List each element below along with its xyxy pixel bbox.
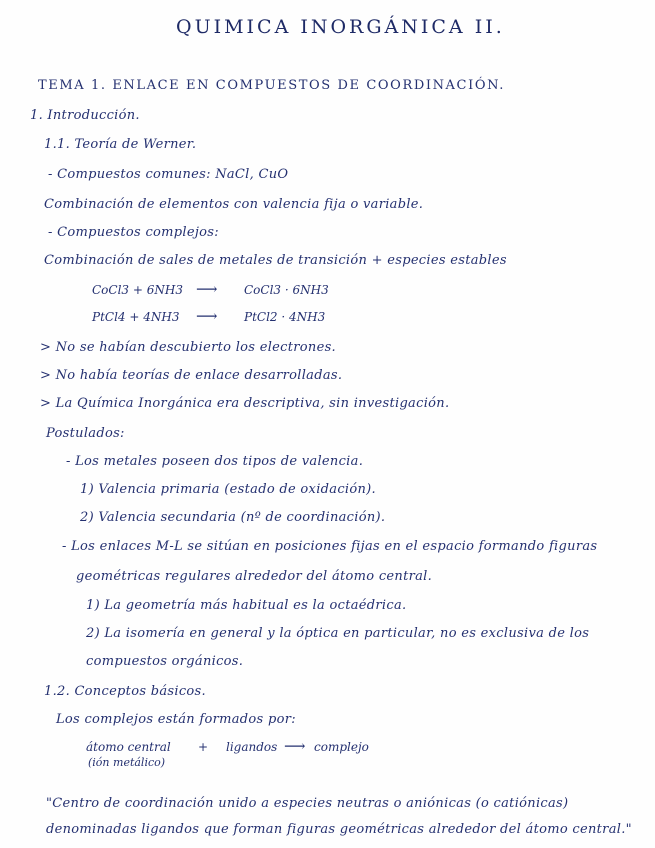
equation-1-arrow: ⟶ [196, 280, 218, 298]
section-intro: 1. Introducción. [30, 108, 140, 123]
ion-metalico-label: (ión metálico) [88, 756, 166, 769]
postulado-dos-tipos: - Los metales poseen dos tipos de valencia. [66, 454, 364, 469]
complejo-label: complejo [314, 740, 369, 754]
text-no-electrones: > No se habían descubierto los electrones. [40, 340, 336, 355]
text-compuestos-complejos: - Compuestos complejos: [48, 225, 219, 240]
text-descriptiva: > La Química Inorgánica era descriptiva, sin investigación. [40, 396, 450, 411]
formation-arrow: ⟶ [284, 737, 306, 755]
subsection-conceptos: 1.2. Conceptos básicos. [44, 684, 206, 699]
text-complejos-formados: Los complejos están formados por: [56, 712, 296, 727]
definicion-line1: "Centro de coordinación unido a especies neutras o aniónicas (o catiónicas) [46, 796, 569, 811]
postulados-label: Postulados: [46, 426, 125, 441]
geometria-octaedrica: 1) La geometría más habitual es la octaédrica. [86, 598, 407, 613]
postulado-enlaces-line2: geométricas regulares alrededor del átomo central. [76, 569, 433, 584]
valencia-primaria: 1) Valencia primaria (estado de oxidación). [80, 482, 376, 497]
equation-2-reactants: PtCl4 + 4NH3 [92, 310, 180, 324]
atomo-central-label: átomo central [86, 740, 171, 754]
text-combinacion-sales: Combinación de sales de metales de transición + especies estables [44, 253, 507, 268]
text-combinacion-fija: Combinación de elementos con valencia fija o variable. [44, 197, 424, 212]
plus-sign: + [198, 740, 209, 754]
tema-heading: TEMA 1. ENLACE EN COMPUESTOS DE COORDINACIÓN. [38, 78, 505, 93]
equation-2-arrow: ⟶ [196, 307, 218, 325]
postulado-enlaces-line1: - Los enlaces M-L se sitúan en posiciones fijas en el espacio formando figuras [62, 539, 598, 554]
isomeria-line2: compuestos orgánicos. [86, 654, 244, 669]
valencia-secundaria: 2) Valencia secundaria (nº de coordinación). [80, 510, 386, 525]
definicion-line2: denominadas ligandos que forman figuras geométricas alrededor del átomo central." [46, 822, 632, 837]
ligandos-label: ligandos [226, 740, 278, 754]
equation-1-product: CoCl3 · 6NH3 [244, 283, 329, 297]
equation-1-reactants: CoCl3 + 6NH3 [92, 283, 183, 297]
isomeria-line1: 2) La isomería en general y la óptica en particular, no es exclusiva de los [86, 626, 590, 641]
page-title: QUIMICA INORGÁNICA II. [176, 16, 505, 38]
text-compuestos-comunes: - Compuestos comunes: NaCl, CuO [48, 167, 289, 182]
subsection-werner: 1.1. Teoría de Werner. [44, 137, 197, 152]
text-no-teorias: > No había teorías de enlace desarrolladas. [40, 368, 343, 383]
equation-2-product: PtCl2 · 4NH3 [244, 310, 326, 324]
